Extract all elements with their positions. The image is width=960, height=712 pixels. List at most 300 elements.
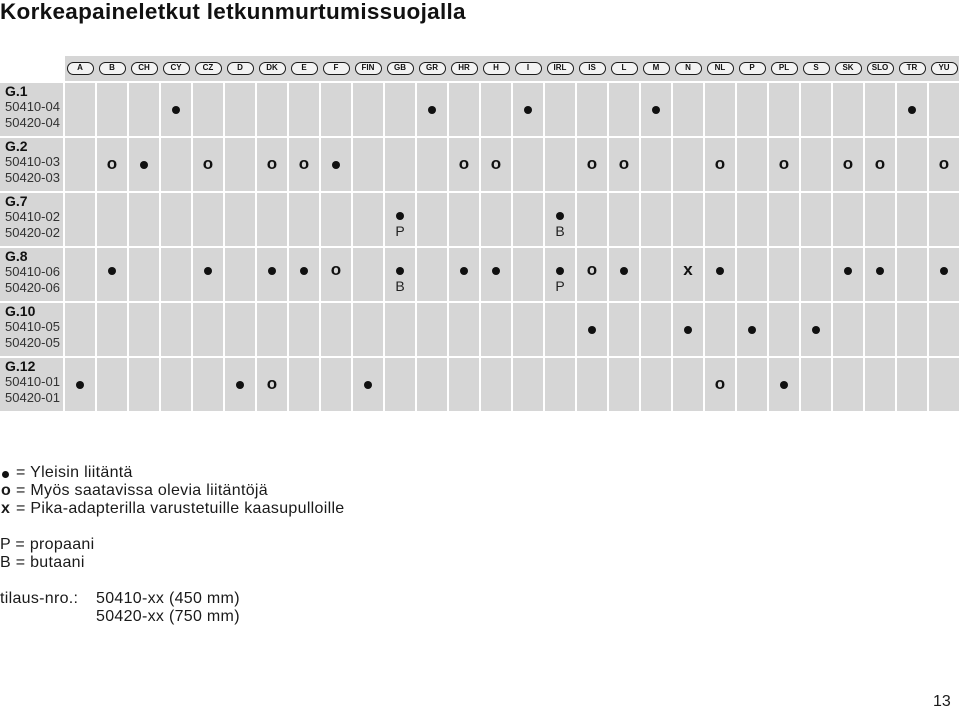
connection-mark (588, 326, 596, 334)
table-corner (0, 56, 63, 81)
country-badge: SK (835, 62, 862, 75)
standard-connection-dot-icon (364, 381, 372, 389)
connection-mark (460, 267, 468, 275)
availability-cell (513, 83, 543, 136)
optional-connection-symbol: o (330, 259, 342, 279)
part-number: 50420-04 (5, 115, 60, 130)
connection-mark (586, 259, 598, 279)
availability-cell (193, 248, 223, 301)
availability-cell (385, 138, 415, 191)
optional-connection-symbol: o (298, 153, 310, 173)
availability-cell (865, 303, 895, 356)
connection-mark (332, 161, 340, 169)
availability-cell (897, 358, 927, 411)
country-header-cell (801, 56, 831, 81)
optional-connection-symbol: o (842, 153, 854, 173)
availability-cell (481, 138, 511, 191)
country-header-cell (129, 56, 159, 81)
availability-cell (641, 138, 671, 191)
availability-cell (65, 193, 95, 246)
availability-cell (641, 303, 671, 356)
availability-cell (385, 248, 415, 301)
standard-connection-dot-icon (748, 326, 756, 334)
symbol-legend (0, 464, 345, 518)
country-header-cell (257, 56, 287, 81)
country-badge: NL (707, 62, 734, 75)
connection-mark (268, 267, 276, 275)
connection-mark (586, 153, 598, 173)
connection-mark (778, 153, 790, 173)
availability-cell (225, 303, 255, 356)
country-badge: I (515, 62, 542, 75)
availability-cell (833, 303, 863, 356)
availability-cell (225, 358, 255, 411)
availability-cell (193, 358, 223, 411)
standard-connection-dot-icon (396, 267, 404, 275)
availability-cell (289, 248, 319, 301)
availability-cell (417, 83, 447, 136)
availability-cell (449, 138, 479, 191)
availability-cell (673, 83, 703, 136)
gas-type-letter: P (395, 222, 405, 239)
availability-cell (545, 358, 575, 411)
availability-cell (865, 83, 895, 136)
availability-cell (897, 248, 927, 301)
standard-connection-dot-icon (172, 106, 180, 114)
fitting-label: G.12 (5, 358, 36, 374)
standard-connection-dot-icon (812, 326, 820, 334)
availability-cell (865, 358, 895, 411)
country-badge: F (323, 62, 350, 75)
country-header-cell (97, 56, 127, 81)
dot-icon (2, 471, 9, 478)
connection-mark (620, 267, 628, 275)
availability-cell (833, 358, 863, 411)
availability-cell (673, 358, 703, 411)
availability-cell (257, 248, 287, 301)
availability-cell (705, 193, 735, 246)
row-label-cell (0, 83, 63, 136)
optional-connection-symbol: o (202, 153, 214, 173)
country-header-cell (705, 56, 735, 81)
optional-connection-symbol: o (938, 153, 950, 173)
availability-cell (129, 303, 159, 356)
country-badge: GR (419, 62, 446, 75)
country-badge: IRL (547, 62, 574, 75)
availability-cell (545, 138, 575, 191)
country-header-cell (289, 56, 319, 81)
availability-cell (129, 138, 159, 191)
optional-connection-symbol: o (266, 153, 278, 173)
availability-cell (545, 193, 575, 246)
country-header-cell (833, 56, 863, 81)
standard-connection-dot-icon (716, 267, 724, 275)
availability-cell (897, 303, 927, 356)
standard-connection-dot-icon (556, 212, 564, 220)
connection-mark (842, 153, 854, 173)
availability-cell (513, 193, 543, 246)
availability-cell (353, 303, 383, 356)
availability-cell (577, 358, 607, 411)
availability-cell (65, 248, 95, 301)
optional-connection-symbol: o (106, 153, 118, 173)
availability-cell (609, 248, 639, 301)
availability-cell (353, 248, 383, 301)
standard-connection-dot-icon (780, 381, 788, 389)
standard-connection-dot-icon (876, 267, 884, 275)
availability-cell (257, 138, 287, 191)
availability-cell (97, 358, 127, 411)
availability-cell (865, 138, 895, 191)
availability-cell (65, 138, 95, 191)
availability-cell (417, 303, 447, 356)
connection-mark (874, 153, 886, 173)
standard-connection-dot-icon (396, 212, 404, 220)
availability-cell (769, 303, 799, 356)
availability-cell (289, 83, 319, 136)
availability-cell (449, 303, 479, 356)
gas-type-legend (0, 536, 95, 572)
availability-cell (65, 303, 95, 356)
availability-cell (257, 303, 287, 356)
availability-cell (641, 358, 671, 411)
availability-cell (865, 248, 895, 301)
legend-item-optional (0, 482, 345, 500)
availability-cell (193, 138, 223, 191)
availability-cell (129, 83, 159, 136)
availability-cell (609, 358, 639, 411)
optional-connection-symbol: o (490, 153, 502, 173)
gas-type-letter: B (395, 277, 405, 294)
availability-cell (929, 138, 959, 191)
country-header-row (65, 56, 959, 81)
availability-cell (97, 138, 127, 191)
availability-cell (385, 358, 415, 411)
country-badge: TR (899, 62, 926, 75)
country-badge: IS (579, 62, 606, 75)
part-number: 50410-02 (5, 209, 60, 224)
availability-cell (289, 358, 319, 411)
availability-cell (449, 358, 479, 411)
connection-mark (938, 153, 950, 173)
optional-connection-symbol: o (458, 153, 470, 173)
availability-cell (609, 83, 639, 136)
part-number: 50420-03 (5, 170, 60, 185)
availability-cell (353, 358, 383, 411)
availability-cell (769, 248, 799, 301)
standard-connection-dot-icon (556, 267, 564, 275)
country-header-cell (385, 56, 415, 81)
country-header-cell (193, 56, 223, 81)
standard-connection-dot-icon (524, 106, 532, 114)
availability-cell (161, 303, 191, 356)
country-header-cell (897, 56, 927, 81)
availability-cell (385, 303, 415, 356)
availability-cell (321, 138, 351, 191)
country-header-cell (161, 56, 191, 81)
availability-cell (737, 303, 767, 356)
country-badge: M (643, 62, 670, 75)
availability-cell (641, 83, 671, 136)
country-header-cell (321, 56, 351, 81)
availability-cell (385, 193, 415, 246)
legend-item-quick-adapter (0, 500, 345, 518)
country-header-cell (481, 56, 511, 81)
availability-cell (577, 193, 607, 246)
connection-mark (908, 106, 916, 114)
connection-mark (652, 106, 660, 114)
availability-cell (449, 83, 479, 136)
availability-cell (609, 193, 639, 246)
availability-cell (417, 248, 447, 301)
availability-cell (609, 138, 639, 191)
availability-cell (833, 83, 863, 136)
availability-cell (865, 193, 895, 246)
connection-mark (266, 153, 278, 173)
connection-mark (844, 267, 852, 275)
country-header-cell (577, 56, 607, 81)
availability-cell (321, 303, 351, 356)
country-badge: DK (259, 62, 286, 75)
availability-cell (545, 83, 575, 136)
connection-table (0, 56, 959, 411)
availability-cell (897, 138, 927, 191)
optional-connection-symbol: o (874, 153, 886, 173)
country-badge: GB (387, 62, 414, 75)
availability-cell (257, 83, 287, 136)
availability-cell (673, 193, 703, 246)
connection-mark (395, 267, 405, 294)
connection-mark (204, 267, 212, 275)
availability-cell (65, 83, 95, 136)
country-badge: B (99, 62, 126, 75)
connection-mark (76, 381, 84, 389)
availability-cell (161, 193, 191, 246)
availability-cell (513, 358, 543, 411)
country-badge: CZ (195, 62, 222, 75)
availability-cell (705, 83, 735, 136)
country-badge: H (483, 62, 510, 75)
row-label-cell (0, 358, 63, 411)
availability-cell (833, 193, 863, 246)
row-label-cell (0, 248, 63, 301)
standard-connection-dot-icon (236, 381, 244, 389)
availability-cell (801, 358, 831, 411)
connection-mark (236, 381, 244, 389)
part-number: 50420-02 (5, 225, 60, 240)
availability-cell (833, 138, 863, 191)
part-number: 50410-04 (5, 99, 60, 114)
connection-mark (364, 381, 372, 389)
availability-cell (513, 303, 543, 356)
connection-mark (458, 153, 470, 173)
connection-mark (172, 106, 180, 114)
availability-cell (513, 248, 543, 301)
standard-connection-dot-icon (428, 106, 436, 114)
connection-mark (428, 106, 436, 114)
availability-cell (225, 248, 255, 301)
connection-mark (812, 326, 820, 334)
availability-cell (417, 193, 447, 246)
gas-type-propane: P = propaani (0, 536, 95, 553)
standard-connection-dot-icon (332, 161, 340, 169)
availability-cell (801, 138, 831, 191)
availability-cell (417, 138, 447, 191)
country-header-cell (65, 56, 95, 81)
fitting-label: G.1 (5, 83, 28, 99)
country-badge: E (291, 62, 318, 75)
part-number: 50420-01 (5, 390, 60, 405)
optional-connection-symbol: o (586, 259, 598, 279)
availability-cell (929, 303, 959, 356)
availability-cell (289, 138, 319, 191)
availability-cell (353, 83, 383, 136)
availability-cell (801, 248, 831, 301)
availability-cell (321, 83, 351, 136)
availability-cell (545, 303, 575, 356)
availability-cell (481, 83, 511, 136)
availability-cell (897, 193, 927, 246)
connection-mark (716, 267, 724, 275)
availability-cell (65, 358, 95, 411)
legend-symbol: o (1, 482, 11, 499)
country-badge: CH (131, 62, 158, 75)
optional-connection-symbol: o (714, 153, 726, 173)
availability-cell (481, 193, 511, 246)
legend-text: = Pika-adapterilla varustetuille kaasupulloille (16, 500, 345, 517)
availability-cell (193, 303, 223, 356)
connection-mark (266, 373, 278, 393)
row-label-cell (0, 138, 63, 191)
optional-connection-symbol: o (618, 153, 630, 173)
country-badge: S (803, 62, 830, 75)
connection-mark (876, 267, 884, 275)
standard-connection-dot-icon (940, 267, 948, 275)
availability-cell (161, 358, 191, 411)
availability-cell (641, 248, 671, 301)
availability-cell (353, 193, 383, 246)
country-badge: P (739, 62, 766, 75)
standard-connection-dot-icon (108, 267, 116, 275)
optional-connection-symbol: o (586, 153, 598, 173)
availability-cell (289, 193, 319, 246)
availability-cell (929, 248, 959, 301)
availability-cell (833, 248, 863, 301)
country-header-cell (417, 56, 447, 81)
connection-mark (490, 153, 502, 173)
availability-cell (513, 138, 543, 191)
standard-connection-dot-icon (492, 267, 500, 275)
country-badge: HR (451, 62, 478, 75)
standard-connection-dot-icon (588, 326, 596, 334)
availability-cell (577, 303, 607, 356)
availability-cell (801, 193, 831, 246)
standard-connection-dot-icon (300, 267, 308, 275)
availability-cell (161, 138, 191, 191)
availability-cell (929, 83, 959, 136)
connection-mark (714, 153, 726, 173)
standard-connection-dot-icon (844, 267, 852, 275)
country-header-cell (609, 56, 639, 81)
country-badge: CY (163, 62, 190, 75)
availability-cell (289, 303, 319, 356)
availability-cell (257, 358, 287, 411)
standard-connection-dot-icon (620, 267, 628, 275)
country-header-cell (225, 56, 255, 81)
availability-cell (193, 83, 223, 136)
country-badge: FIN (355, 62, 382, 75)
country-header-cell (641, 56, 671, 81)
optional-connection-symbol: o (778, 153, 790, 173)
availability-cell (97, 193, 127, 246)
page-number: 13 (933, 693, 951, 710)
availability-cell (609, 303, 639, 356)
connection-mark (492, 267, 500, 275)
country-header-cell (737, 56, 767, 81)
availability-cell (97, 248, 127, 301)
standard-connection-dot-icon (908, 106, 916, 114)
fitting-label: G.8 (5, 248, 28, 264)
availability-cell (353, 138, 383, 191)
availability-cell (225, 193, 255, 246)
availability-cell (97, 303, 127, 356)
fitting-label: G.2 (5, 138, 28, 154)
optional-connection-symbol: o (266, 373, 278, 393)
availability-cell (449, 248, 479, 301)
availability-cell (929, 358, 959, 411)
availability-cell (257, 193, 287, 246)
row-label-cell (0, 193, 63, 246)
connection-mark (684, 326, 692, 334)
availability-cell (449, 193, 479, 246)
availability-cell (129, 358, 159, 411)
connection-mark (555, 212, 565, 239)
availability-cell (225, 83, 255, 136)
availability-cell (769, 138, 799, 191)
availability-cell (481, 358, 511, 411)
availability-cell (385, 83, 415, 136)
availability-cell (705, 248, 735, 301)
availability-cell (321, 193, 351, 246)
gas-type-letter: B (555, 222, 565, 239)
availability-cell (161, 83, 191, 136)
availability-cell (737, 83, 767, 136)
availability-cell (929, 193, 959, 246)
availability-cell (769, 193, 799, 246)
standard-connection-dot-icon (204, 267, 212, 275)
page-title: Korkeapaineletkut letkunmurtumissuojalla (0, 0, 466, 24)
standard-connection-dot-icon (460, 267, 468, 275)
connection-mark (298, 153, 310, 173)
availability-cell (545, 248, 575, 301)
availability-cell (737, 248, 767, 301)
connection-mark (618, 153, 630, 173)
gas-type-letter: P (555, 277, 565, 294)
availability-cell (737, 138, 767, 191)
availability-cell (673, 303, 703, 356)
country-header-cell (929, 56, 959, 81)
order-label: tilaus-nro.: (0, 590, 79, 607)
country-header-cell (769, 56, 799, 81)
connection-mark (330, 259, 342, 279)
part-number: 50410-06 (5, 264, 60, 279)
part-number: 50420-05 (5, 335, 60, 350)
standard-connection-dot-icon (684, 326, 692, 334)
country-badge: SLO (867, 62, 894, 75)
connection-mark (202, 153, 214, 173)
availability-cell (225, 138, 255, 191)
availability-cell (321, 358, 351, 411)
